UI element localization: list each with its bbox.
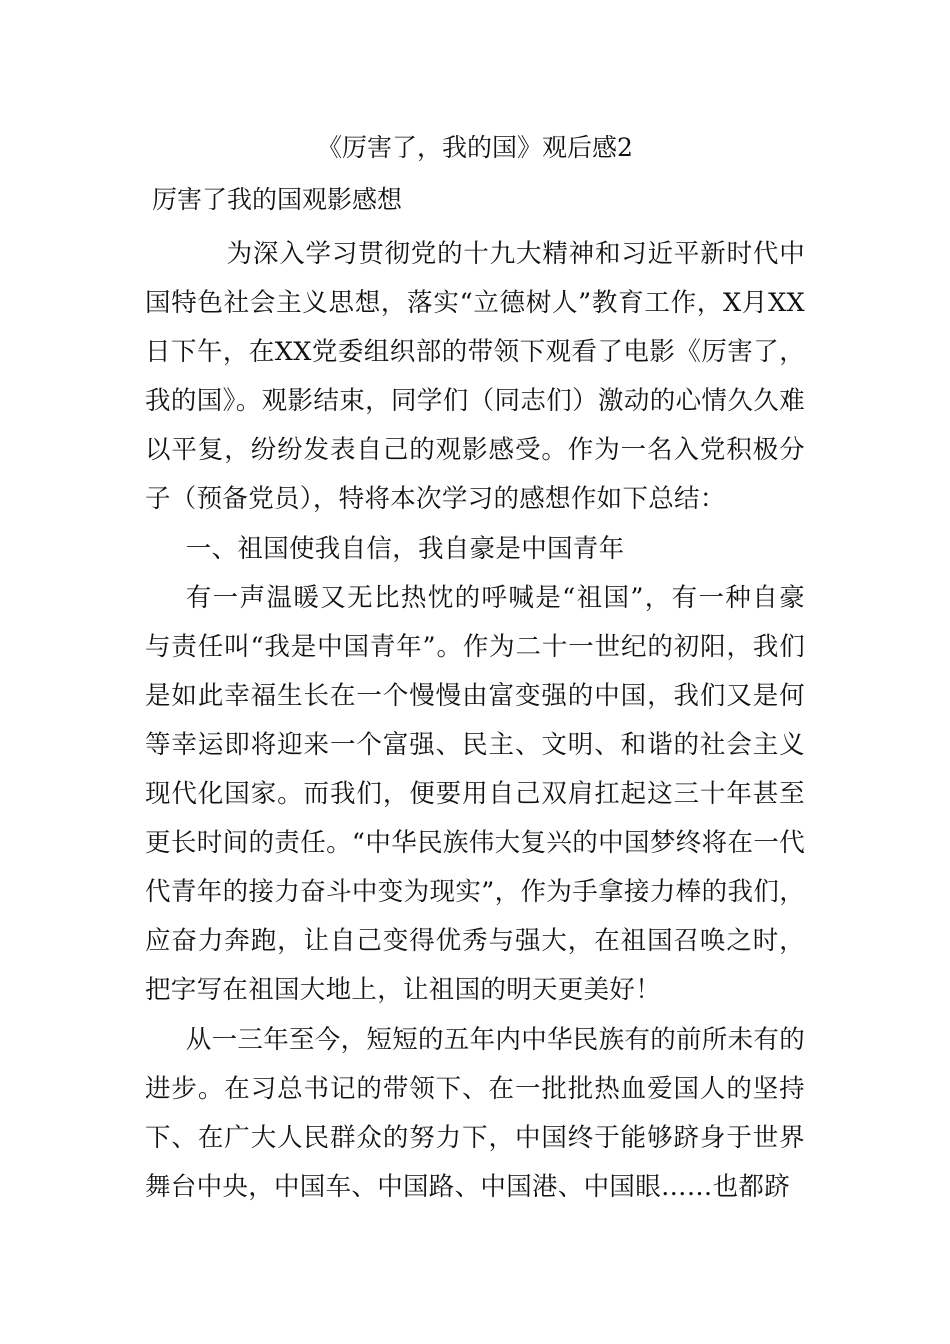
document-title: 《厉害了，我的国》观后感2 xyxy=(317,133,633,162)
document-body xyxy=(145,230,805,1212)
body-paragraph: 有一声温暖又无比热忱的呼喊是“祖国”，有一种自豪与责任叫“我是中国青年”。作为二十一世纪的初阳，我们是如此幸福生长在一个慢慢由富变强的中国，我们又是何等幸运即将迎来一个富强、民主、文明、和谐的社会主义现代化国家。而我们，便要用自己双肩扛起这三十年甚至更长时间的责任。“中华民族伟大复兴的中国梦终将在一代代青年的接力奋斗中变为现实”，作为手拿接力棒的我们，应奋力奔跑，让自己变得优秀与强大，在祖国召唤之时，把字写在祖国大地上，让祖国的明天更美好！ xyxy=(145,582,805,1006)
section-heading: 一、祖国使我自信，我自豪是中国青年 xyxy=(185,533,625,564)
document-subtitle: 厉害了我的国观影感想 xyxy=(152,185,403,214)
body-paragraph: 从一三年至今，短短的五年内中华民族有的前所未有的进步。在习总书记的带领下、在一批批热血爱国人的坚持下、在广大人民群众的努力下，中国终于能够跻身于世界舞台中央，中国车、中国路、中国港、中国眼……也都跻 xyxy=(145,1024,805,1202)
intro-paragraph: 为深入学习贯彻党的十九大精神和习近平新时代中国特色社会主义思想，落实“立德树人”教育工作，X月XX日下午，在XX党委组织部的带领下观看了电影《厉害了，我的国》。观影结束，同学们（同志们）激动的心情久久难以平复，纷纷发表自己的观影感受。作为一名入党积极分子（预备党员），特将本次学习的感想作如下总结： xyxy=(145,239,805,515)
